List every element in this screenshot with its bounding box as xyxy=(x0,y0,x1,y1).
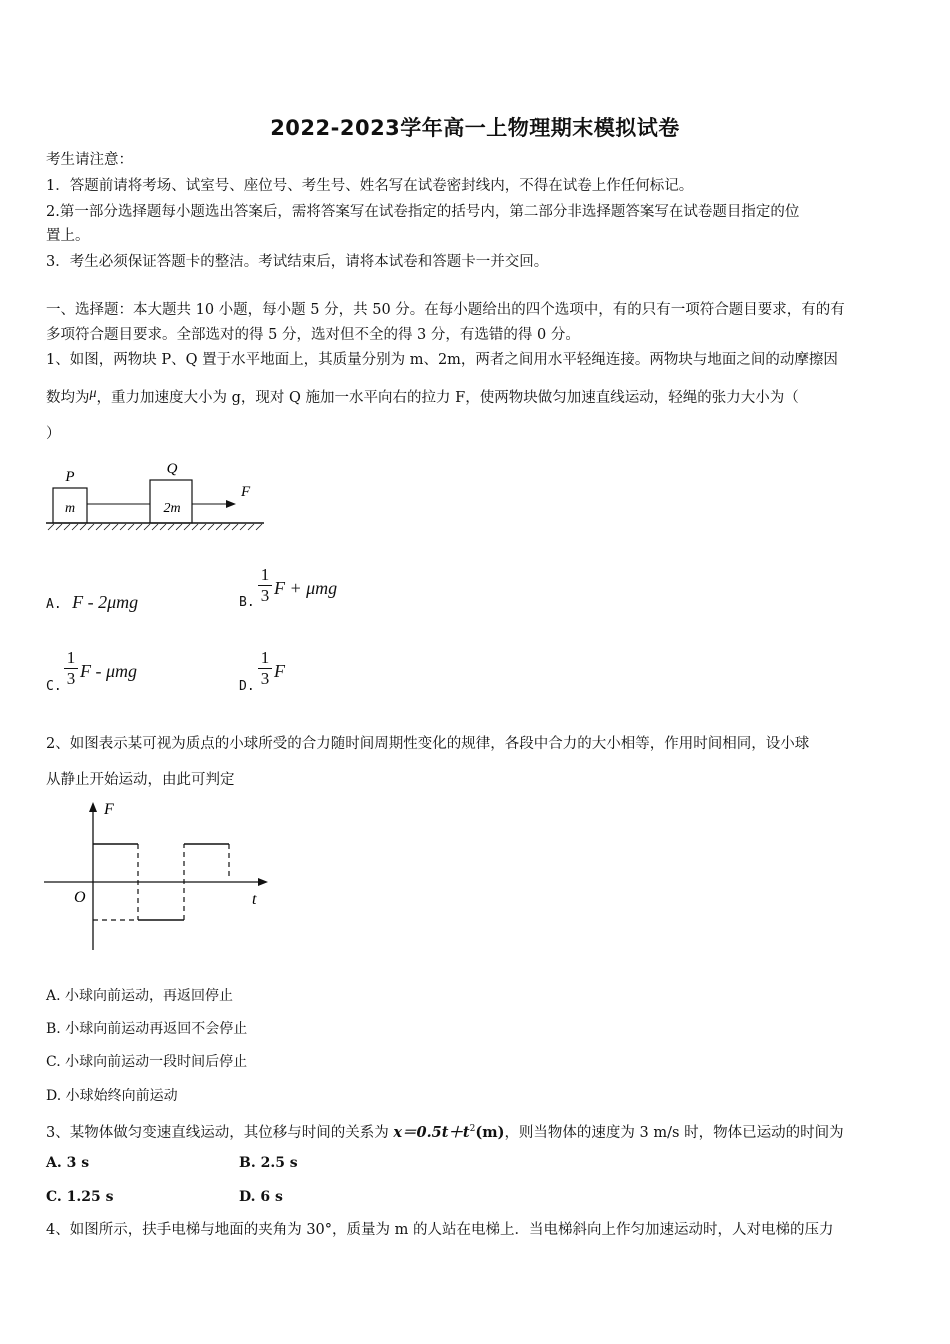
fraction-denominator: 3 xyxy=(66,669,76,688)
option-letter: B. xyxy=(239,595,255,610)
force-label: F xyxy=(241,484,251,500)
question-1-text-2 xyxy=(46,388,799,409)
mu-symbol: μ xyxy=(89,386,97,401)
question-4-text: 4、如图所示，扶手电梯与地面的夹角为 30°，质量为 m 的人站在电梯上．当电梯斜向上作匀加速运动时，人对电梯的压力 xyxy=(46,1222,834,1238)
fraction-numerator: 1 xyxy=(66,648,76,667)
notice-item-2-cont: 置上。 xyxy=(46,228,90,244)
q1-option-d-expression: F xyxy=(274,661,285,681)
q1-option-c-fraction xyxy=(64,649,78,688)
question-1-text-3: ） xyxy=(46,426,61,442)
question-1-text: 1、如图，两物块 P、Q 置于水平地面上，其质量分别为 m、2m，两者之间用水平轻绳连接。两物块与地面之间的动摩擦因 xyxy=(46,352,838,368)
block-q-label: Q xyxy=(166,461,178,477)
q2-option-a[interactable]: A. 小球向前运动，再返回停止 xyxy=(46,988,234,1004)
q2-option-b[interactable]: B. 小球向前运动再返回不会停止 xyxy=(46,1021,248,1037)
q2-option-c[interactable]: C. 小球向前运动一段时间后停止 xyxy=(46,1054,248,1070)
fraction-numerator: 1 xyxy=(260,648,270,667)
q1-option-b-expression: F + μmg xyxy=(274,578,338,598)
notice-item-3: 3．考生必须保证答题卡的整洁。考试结束后，请将本试卷和答题卡一并交回。 xyxy=(46,254,549,270)
notice-item-2: 2.第一部分选择题每小题选出答案后，需将答案写在试卷指定的括号内，第二部分非选择题答案写在试卷题目指定的位 xyxy=(46,204,800,220)
fraction-denominator: 3 xyxy=(260,586,270,605)
q1-option-c-expression: F - μmg xyxy=(80,661,138,681)
question-3-text xyxy=(46,1119,844,1143)
q3-formula: x＝0.5t＋t xyxy=(393,1123,470,1141)
q3-option-b[interactable]: B. 2.5 s xyxy=(239,1155,298,1171)
q3-formula-unit: (m) xyxy=(475,1123,505,1141)
q1-option-b-fraction xyxy=(258,566,272,605)
q1-text-prefix: 数均为 xyxy=(46,390,90,406)
fraction-numerator: 1 xyxy=(260,565,270,584)
q3-option-a[interactable]: A. 3 s xyxy=(46,1155,90,1171)
q3-formula-exponent: 2 xyxy=(469,1124,476,1134)
q1-option-b[interactable] xyxy=(239,592,255,613)
force-time-graph xyxy=(40,796,280,956)
q3-option-d[interactable]: D. 6 s xyxy=(239,1189,283,1205)
question-2-text: 2、如图表示某可视为质点的小球所受的合力随时间周期性变化的规律，各段中合力的大小相等，作用时间相同，设小球 xyxy=(46,736,810,752)
y-axis-label: F xyxy=(104,801,114,818)
notice-heading: 考生请注意： xyxy=(46,152,133,168)
q1-option-d-fraction xyxy=(258,649,272,688)
q3-text-suffix: ，则当物体的速度为 3 m/s 时，物体已运动的时间为 xyxy=(504,1124,844,1141)
q1-option-d[interactable] xyxy=(239,676,255,697)
q1-text-suffix: ，重力加速度大小为 g，现对 Q 施加一水平向右的拉力 F，使两物块做匀加速直线运动，轻绳的张力大小为（ xyxy=(96,390,799,406)
block-q-mass: 2m xyxy=(163,501,181,516)
x-axis-label: t xyxy=(252,891,257,908)
block-p-mass: m xyxy=(64,501,76,516)
option-letter: D. xyxy=(239,679,255,694)
question-2-text-2: 从静止开始运动，由此可判定 xyxy=(46,772,235,788)
fraction-denominator: 3 xyxy=(260,669,270,688)
q3-option-c[interactable]: C. 1.25 s xyxy=(46,1189,114,1205)
q1-option-c[interactable] xyxy=(46,676,62,697)
origin-label: O xyxy=(74,889,86,906)
section-instructions: 一、选择题：本大题共 10 小题，每小题 5 分，共 50 分。在每小题给出的四个选项中，有的只有一项符合题目要求，有的有 xyxy=(46,302,845,318)
option-letter: A. xyxy=(46,597,62,612)
q2-option-d[interactable]: D. 小球始终向前运动 xyxy=(46,1088,178,1104)
blocks-diagram xyxy=(44,456,274,536)
page-title: 2022-2023学年高一上物理期末模拟试卷 xyxy=(270,116,680,140)
q1-option-a[interactable] xyxy=(46,592,138,615)
option-expression: F - 2μmg xyxy=(72,592,139,612)
notice-item-1: 1．答题前请将考场、试室号、座位号、考生号、姓名写在试卷密封线内，不得在试卷上作任何标记。 xyxy=(46,178,694,194)
q3-text-prefix: 3、某物体做匀变速直线运动，其位移与时间的关系为 xyxy=(46,1124,394,1141)
block-p-label: P xyxy=(65,469,75,485)
section-instructions-cont: 多项符合题目要求。全部选对的得 5 分，选对但不全的得 3 分，有选错的得 0 分。 xyxy=(46,327,580,343)
option-letter: C. xyxy=(46,679,62,694)
